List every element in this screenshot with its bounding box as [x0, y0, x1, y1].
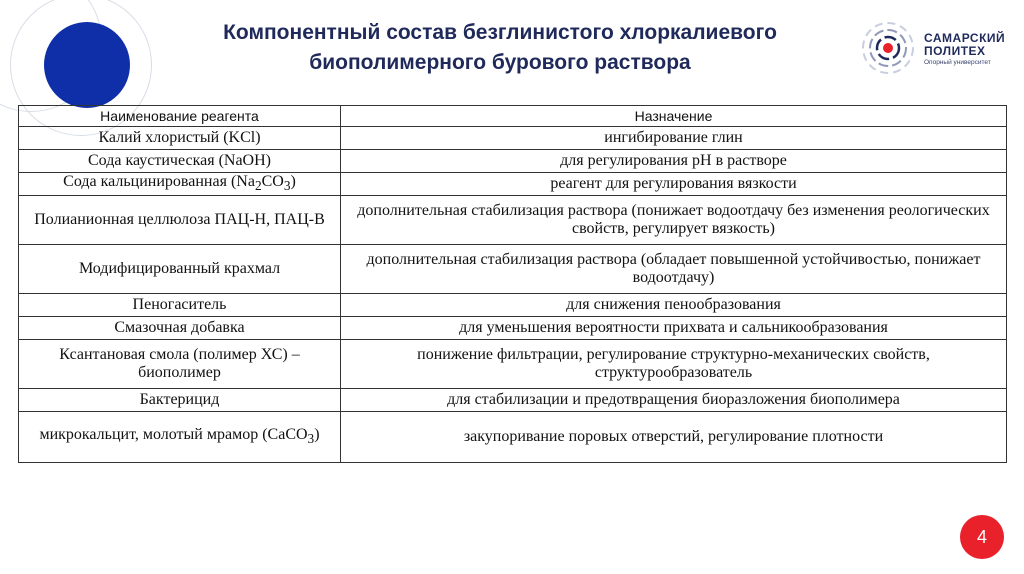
reagent-purpose: ингибирование глин: [341, 127, 1007, 150]
reagent-purpose: для регулирования pH в растворе: [341, 150, 1007, 173]
reagent-name: [19, 173, 341, 196]
table-header-row: [19, 106, 1007, 127]
reagent-name: Пеногаситель: [19, 294, 341, 317]
table-row: [19, 389, 1007, 412]
logo-text: ПОЛИТЕХ: [924, 44, 986, 58]
reagent-name: Ксантановая смола (полимер ХС) – биополимер: [19, 340, 341, 389]
reagent-name: Полианионная целлюлоза ПАЦ-Н, ПАЦ-В: [19, 196, 341, 245]
page-title: [175, 18, 825, 78]
table-row: [19, 196, 1007, 245]
subscript: 2: [254, 178, 262, 194]
reagent-name-part: ): [314, 426, 320, 444]
target-logo-icon: [858, 16, 922, 80]
column-header: Наименование реагента: [19, 106, 341, 127]
page-number-badge: 4: [960, 515, 1004, 559]
reagents-table: [18, 105, 1007, 463]
table-row: [19, 294, 1007, 317]
reagent-purpose: реагент для регулирования вязкости: [341, 173, 1007, 196]
reagent-name: Смазочная добавка: [19, 317, 341, 340]
table-row: [19, 150, 1007, 173]
table-row: [19, 245, 1007, 294]
reagent-name-part: Сода кальцинированная (Na: [63, 173, 255, 191]
reagent-purpose: для уменьшения вероятности прихвата и сальникообразования: [341, 317, 1007, 340]
reagent-name: Сода каустическая (NaOH): [19, 150, 341, 173]
table-row: [19, 412, 1007, 463]
reagent-purpose: дополнительная стабилизация раствора (понижает водоотдачу без изменения реологических свойств, регулирует вязкость): [341, 196, 1007, 245]
decor-circle: [44, 22, 130, 108]
reagent-purpose: для стабилизации и предотвращения биоразложения биополимера: [341, 389, 1007, 412]
reagent-name: Калий хлористый (KCl): [19, 127, 341, 150]
reagent-purpose: дополнительная стабилизация раствора (обладает повышенной устойчивостью, понижает водоотдачу): [341, 245, 1007, 294]
reagent-purpose: понижение фильтрации, регулирование структурно-механических свойств, структурообразователь: [341, 340, 1007, 389]
reagent-purpose: для снижения пенообразования: [341, 294, 1007, 317]
subscript: 3: [283, 178, 291, 194]
subscript: 3: [307, 431, 315, 447]
table-row: [19, 340, 1007, 389]
reagent-name: Модифицированный крахмал: [19, 245, 341, 294]
reagent-name: [19, 412, 341, 463]
reagent-name-part: ): [290, 173, 296, 191]
reagent-name: Бактерицид: [19, 389, 341, 412]
title-line: Компонентный состав безглинистого хлоркалиевого: [223, 21, 777, 44]
logo-subtext: Опорный университет: [924, 59, 991, 66]
reagent-name-part: CO: [261, 173, 284, 191]
column-header: Назначение: [341, 106, 1007, 127]
title-line: биополимерного бурового раствора: [309, 51, 691, 74]
university-logo: [858, 16, 1018, 80]
table-row: [19, 173, 1007, 196]
reagent-purpose: закупоривание поровых отверстий, регулирование плотности: [341, 412, 1007, 463]
table-row: [19, 317, 1007, 340]
table-row: [19, 127, 1007, 150]
logo-text: САМАРСКИЙ: [924, 31, 1006, 45]
reagent-name-part: микрокальцит, молотый мрамор (CaCO: [39, 426, 308, 444]
